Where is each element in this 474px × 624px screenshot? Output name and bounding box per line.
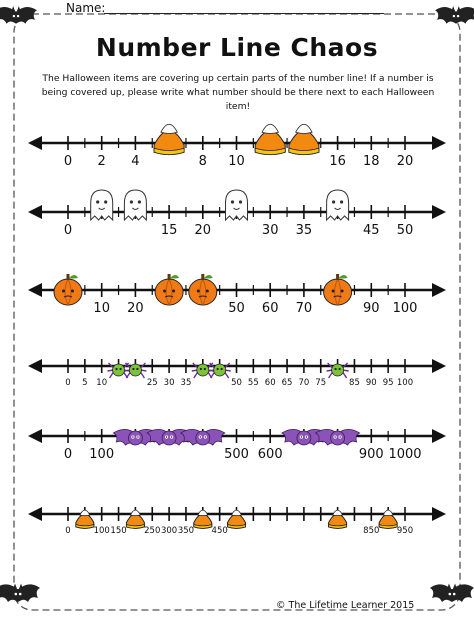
pumpkin-eye [62, 290, 65, 293]
tick-label: 0 [65, 526, 71, 536]
pumpkin-stem [168, 274, 171, 280]
tick-label: 100 [392, 301, 418, 316]
bat-pupil [166, 436, 167, 437]
pumpkin-eye [71, 290, 74, 293]
ghost-icon [124, 190, 146, 220]
bat-pupil [339, 436, 340, 437]
tick-label: 70 [295, 301, 313, 316]
pumpkin-icon [155, 274, 183, 305]
tick-label: 35 [180, 378, 192, 388]
corner-bat-bottom-left-icon [0, 584, 40, 602]
instructions-text: The Halloween items are covering up certain parts of the number line! If a number is being covered up, please write what number should be there next to each Halloween item! [41, 73, 435, 112]
tick-label: 85 [349, 378, 360, 388]
spider-eye [119, 368, 121, 370]
number-line [28, 124, 446, 169]
candy-corn-tip [383, 510, 393, 516]
spider-eye [204, 368, 206, 370]
tick-label: 2 [97, 154, 106, 169]
pumpkin-leaf [339, 275, 348, 279]
ghost-eye [231, 200, 234, 203]
ghost-eye [239, 200, 242, 203]
pumpkin-eye [172, 290, 175, 293]
ghost-icon [226, 190, 248, 220]
tick-label: 65 [281, 378, 293, 388]
ghost-eye [138, 200, 141, 203]
tick-label: 0 [63, 447, 73, 462]
pumpkin-stem [201, 274, 204, 280]
corner-bat-top-right-icon [435, 7, 474, 24]
number-line [28, 507, 446, 536]
bat-pupil [334, 436, 335, 437]
pumpkin-leaf [170, 275, 179, 279]
ghost-body [124, 190, 146, 220]
tick-label: 30 [163, 378, 175, 388]
tick-label: 18 [363, 154, 380, 169]
arrow-left-icon [28, 136, 42, 150]
candy-corn-icon [154, 124, 184, 154]
bat-eye [453, 593, 456, 596]
tick-label: 300 [160, 526, 178, 536]
tick-label: 5 [82, 378, 88, 388]
arrow-left-icon [28, 429, 42, 443]
bat-head [128, 431, 142, 445]
spider-eye [136, 368, 138, 370]
ghost-body [327, 190, 349, 220]
arrow-right-icon [432, 429, 446, 443]
candy-corn-tip [262, 124, 279, 133]
purple-bat-icon [181, 429, 225, 445]
spider-eye [221, 368, 223, 370]
arrow-right-icon [432, 283, 446, 297]
ghost-body [91, 190, 113, 220]
tick-label: 70 [298, 378, 310, 388]
pumpkin-icon [54, 274, 82, 305]
pumpkin-stem [336, 274, 339, 280]
pumpkin-icon [189, 274, 217, 305]
tick-label: 0 [65, 378, 71, 388]
page-title: Number Line Chaos [95, 33, 379, 62]
tick-label: 20 [396, 154, 414, 169]
name-write-line[interactable] [104, 13, 384, 14]
pumpkin-body [54, 279, 82, 305]
bat-head [162, 431, 176, 445]
spider-eye [200, 368, 202, 370]
tick-label: 50 [228, 301, 245, 316]
pumpkin-eye [163, 290, 166, 293]
tick-label: 100 [93, 526, 110, 536]
bat-pupil [301, 436, 302, 437]
pumpkin-body [189, 279, 217, 305]
candy-corn-tip [130, 510, 140, 516]
bat-eye [453, 15, 455, 17]
arrow-right-icon [432, 136, 446, 150]
tick-label: 600 [257, 447, 283, 462]
tick-label: 50 [231, 378, 242, 388]
tick-label: 350 [177, 526, 195, 536]
spider-icon [209, 363, 231, 378]
pumpkin-body [324, 279, 352, 305]
candy-corn-tip [333, 510, 343, 516]
tick-label: 75 [315, 378, 327, 388]
tick-label: 25 [146, 378, 158, 388]
ghost-icon [91, 190, 113, 220]
name-label: Name: [66, 1, 106, 15]
bat-pupil [137, 436, 138, 437]
number-line [28, 359, 446, 388]
number-line [28, 190, 446, 238]
tick-label: 10 [93, 301, 110, 316]
tick-label: 50 [396, 223, 414, 238]
bat-eye [457, 15, 459, 17]
tick-label: 20 [194, 223, 212, 238]
bat-eye [19, 593, 22, 596]
pumpkin-eye [341, 290, 344, 293]
tick-label: 30 [261, 223, 279, 238]
ghost-eye [340, 200, 343, 203]
spider-eye [217, 368, 219, 370]
tick-label: 0 [63, 223, 73, 238]
spider-body [332, 364, 344, 376]
candy-corn-tip [161, 124, 178, 133]
bat-head [196, 431, 210, 445]
candy-corn-icon [255, 124, 285, 154]
arrow-left-icon [28, 205, 42, 219]
number-line [28, 274, 446, 316]
corner-bat-top-left-icon [0, 7, 37, 24]
bat-pupil [306, 436, 307, 437]
tick-label: 100 [396, 378, 414, 388]
bat-eye [13, 15, 15, 17]
candy-corn-tip [232, 510, 242, 516]
spider-icon [327, 363, 349, 378]
spider-eye [339, 368, 341, 370]
bat-pupil [200, 436, 201, 437]
ghost-body [226, 190, 248, 220]
arrow-right-icon [432, 359, 446, 373]
pumpkin-eye [197, 290, 200, 293]
tick-label: 850 [363, 526, 380, 536]
bat-head [331, 431, 345, 445]
tick-label: 16 [329, 154, 346, 169]
pumpkin-leaf [204, 275, 213, 279]
tick-label: 45 [363, 223, 380, 238]
bat-eye [449, 593, 452, 596]
bat-pupil [205, 436, 206, 437]
candy-corn-tip [198, 510, 208, 516]
spider-body [197, 364, 209, 376]
bat-eye [15, 593, 18, 596]
ghost-icon [327, 190, 349, 220]
pumpkin-eye [332, 290, 335, 293]
tick-label: 20 [127, 301, 144, 316]
tick-label: 900 [358, 447, 384, 462]
bat-eye [17, 15, 19, 17]
spider-eye [335, 368, 337, 370]
tick-label: 100 [89, 447, 115, 462]
bat-pupil [132, 436, 133, 437]
tick-label: 90 [363, 301, 380, 316]
tick-label: 1000 [388, 447, 422, 462]
tick-label: 90 [365, 378, 377, 388]
corner-bat-bottom-right-icon [430, 584, 474, 602]
ghost-eye [332, 200, 335, 203]
arrow-left-icon [28, 283, 42, 297]
tick-label: 60 [264, 378, 276, 388]
copyright-text: © The Lifetime Learner 2015 [276, 600, 415, 611]
arrow-right-icon [432, 205, 446, 219]
ghost-eye [130, 200, 133, 203]
tick-label: 450 [211, 526, 228, 536]
pumpkin-eye [206, 290, 209, 293]
pumpkin-leaf [69, 275, 78, 279]
pumpkin-stem [67, 274, 70, 280]
ghost-eye [104, 200, 107, 203]
spider-body [129, 364, 141, 376]
tick-label: 55 [247, 378, 259, 388]
candy-corn-tip [80, 510, 90, 516]
pumpkin-icon [324, 274, 352, 305]
tick-label: 250 [144, 526, 161, 536]
number-line [28, 429, 446, 462]
candy-corn-icon [289, 124, 319, 154]
tick-label: 15 [160, 223, 178, 238]
pumpkin-body [155, 279, 183, 305]
tick-label: 10 [228, 154, 245, 169]
spider-eye [115, 368, 117, 370]
arrow-right-icon [432, 507, 446, 521]
tick-label: 0 [63, 154, 73, 169]
arrow-left-icon [28, 359, 42, 373]
tick-label: 10 [96, 378, 108, 388]
spider-eye [132, 368, 134, 370]
tick-label: 95 [382, 378, 394, 388]
bat-head [297, 431, 311, 445]
arrow-left-icon [28, 507, 42, 521]
tick-label: 500 [224, 447, 249, 462]
ghost-eye [96, 200, 99, 203]
purple-bat-icon [316, 429, 360, 445]
spider-body [214, 364, 226, 376]
tick-label: 950 [396, 526, 414, 536]
tick-label: 8 [198, 154, 207, 169]
tick-label: 35 [295, 223, 313, 238]
candy-corn-tip [296, 124, 313, 133]
spider-body [113, 364, 125, 376]
tick-label: 4 [131, 154, 140, 169]
tick-label: 60 [261, 301, 279, 316]
bat-pupil [171, 436, 172, 437]
tick-label: 150 [110, 526, 127, 536]
spider-icon [124, 363, 146, 378]
